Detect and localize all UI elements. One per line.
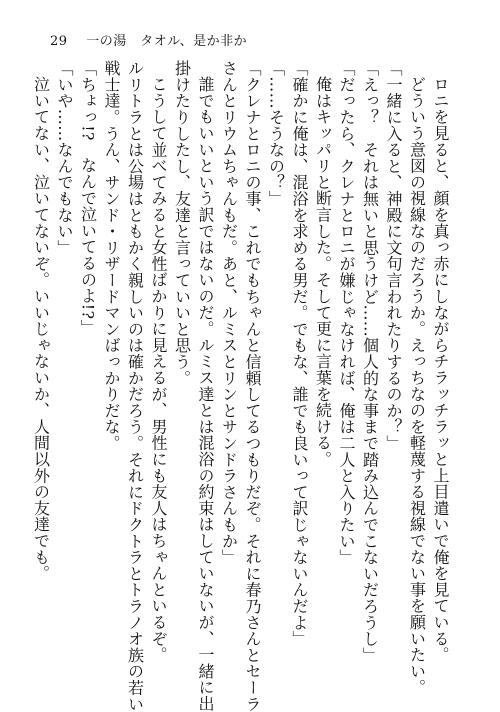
- dialogue-line: 「……そうなの？」: [266, 60, 286, 207]
- text-line: 戦士達。うん、サンド・リザードマンばっかりだな。: [102, 60, 121, 452]
- dialogue-line: 「確かに俺は、混浴を求める男だ。でもな、誰でも良いって訳じゃないんだよ」: [290, 60, 309, 647]
- dialogue-line: 「いや……なんでもない」: [55, 60, 74, 256]
- text-line: さんとリウムちゃんもだ。あと、ルミスとリンとサンドラさんもか」: [219, 60, 239, 566]
- text-line: どういう意図の視線なのだろうか。えっちなのを軽蔑する視線でない事を願いたい。: [407, 76, 427, 696]
- text-line: ロニを見ると、顔を真っ赤にしながらチラッチラッと上目遣いで俺を見ている。: [431, 76, 450, 663]
- text-line: 掛けたりしたし、友達と言っていいと思う。: [172, 60, 192, 386]
- dialogue-line: 「えっ？ それは無いと思うけど……個人的な事まで踏み込んでこないだろうし」: [360, 60, 380, 664]
- body-text: [29, 60, 452, 712]
- running-header: [50, 30, 247, 49]
- page-number: 29: [50, 34, 68, 49]
- text-line: 俺はキッパリと断言した。そして更に言葉を続ける。: [313, 76, 333, 468]
- text-line: こうして並べてみると女性ばかりに見えるが、男性にも友人はちゃんといるぞ。: [149, 76, 168, 663]
- dialogue-line: 「だったら、クレナとロニが嫌じゃなければ、俺は二人と入りたい」: [337, 60, 356, 566]
- text-line: 泣いてない、泣いてないぞ。いいじゃないか、人間以外の友達でも。: [31, 76, 51, 582]
- dialogue-line: 「ちょっ!? なんで泣いてるのよ!?」: [78, 60, 98, 336]
- running-title: 一の湯 タオル、是か非か: [86, 34, 248, 49]
- dialogue-line: 「クレナとロニの事、これでもちゃんと信頼してるつもりだぞ。それに春乃さんとセーラ: [243, 60, 262, 712]
- text-line: ルリトラとは公場はともかく親しいのは確かだろう。それにドクトラとトラノオ族の若い: [125, 60, 145, 712]
- dialogue-line: 「一緒に入ると、神殿に文句言われたりするのか？」: [384, 60, 403, 452]
- text-line: 誰でもいいという訳ではないのだ。ルミス達とは混浴の約束はしていないが、一緒に出: [196, 76, 215, 712]
